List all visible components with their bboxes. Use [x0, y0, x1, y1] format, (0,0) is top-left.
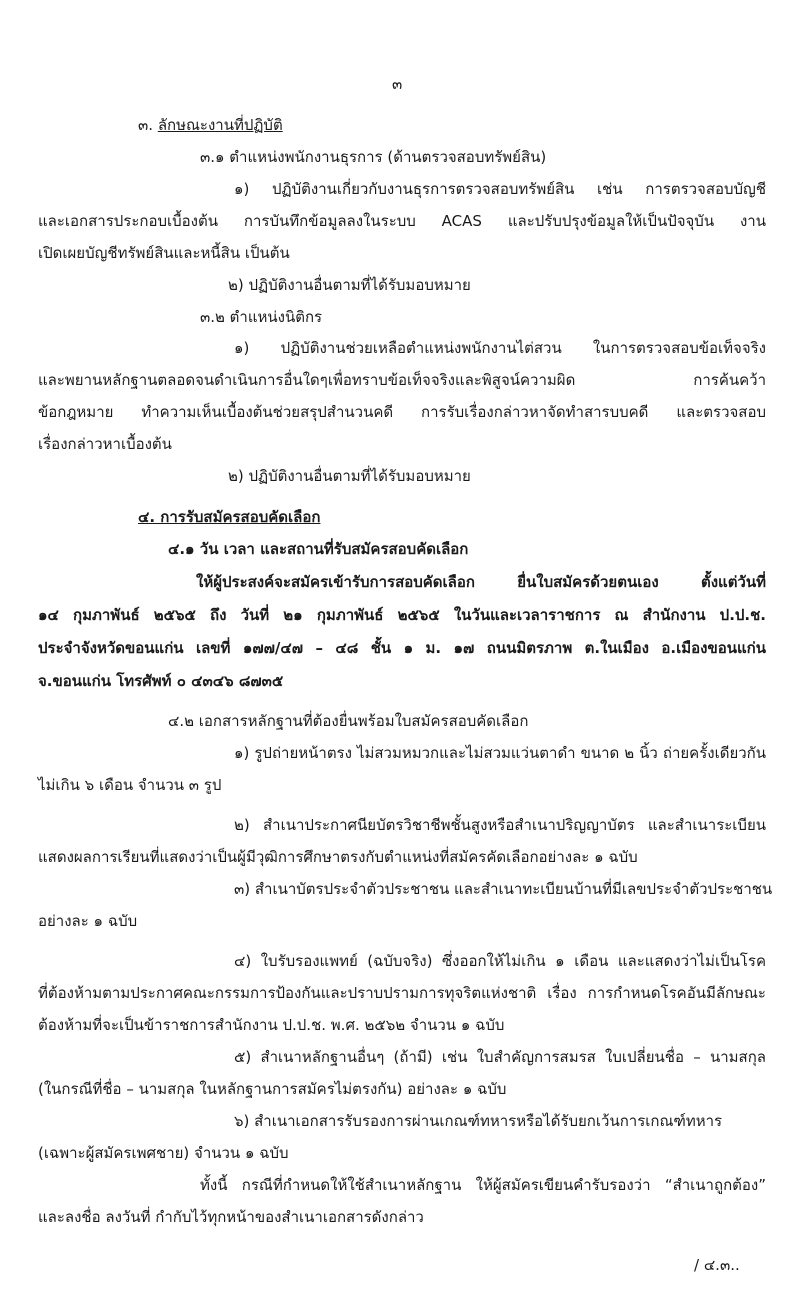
paragraph-line: ให้ผู้ประสงค์จะสมัครเข้ารับการสอบคัดเลือก ยื่นใบสมัครด้วยตนเอง ตั้งแต่วันที่	[196, 573, 766, 591]
paragraph-line: ข้อกฎหมาย ทำความเห็นเบื้องต้นช่วยสรุปสำนวนคดี การรับเรื่องกล่าวหาจัดทำสารบบคดี และตรวจสอบ	[38, 403, 766, 421]
subsection-4-1-title: ๔.๑ วัน เวลา และสถานที่รับสมัครสอบคัดเลือก	[168, 540, 469, 558]
paragraph-line: ที่ต้องห้ามตามประกาศคณะกรรมการป้องกันและปราบปรามการทุจริตแห่งชาติ เรื่อง การกำหนดโรคอันมีลักษณะ	[38, 984, 766, 1002]
list-item: ๒) ปฏิบัติงานอื่นตามที่ได้รับมอบหมาย	[228, 276, 471, 294]
paragraph-line: (เฉพาะผู้สมัครเพศชาย) จำนวน ๑ ฉบับ	[38, 1144, 289, 1162]
paragraph-line: ทั้งนี้ กรณีที่กำหนดให้ใช้สำเนาหลักฐาน ให้ผู้สมัครเขียนคำรับรองว่า “สำเนาถูกต้อง”	[200, 1176, 766, 1194]
paragraph-line: ๑) รูปถ่ายหน้าตรง ไม่สวมหมวกและไม่สวมแว่นตาดำ ขนาด ๒ นิ้ว ถ่ายครั้งเดียวกัน	[234, 744, 766, 762]
paragraph-line: ๔) ใบรับรองแพทย์ (ฉบับจริง) ซึ่งออกให้ไม่เกิน ๑ เดือน และแสดงว่าไม่เป็นโรค	[234, 952, 766, 970]
paragraph-line: ๑๔ กุมภาพันธ์ ๒๕๖๕ ถึง วันที่ ๒๑ กุมภาพันธ์ ๒๕๖๕ ในวันและเวลาราชการ ณ สำนักงาน ป.ป.ช.	[38, 606, 766, 624]
paragraph-line: แสดงผลการเรียนที่แสดงว่าเป็นผู้มีวุฒิการศึกษาตรงกับตำแหน่งที่สมัครคัดเลือกอย่างละ ๑ ฉบับ	[38, 848, 638, 866]
paragraph-line: ไม่เกิน ๖ เดือน จำนวน ๓ รูป	[38, 776, 222, 794]
section-3-title: ลักษณะงานที่ปฏิบัติ	[157, 116, 283, 134]
paragraph-line: เปิดเผยบัญชีทรัพย์สินและหนี้สิน เป็นต้น	[38, 244, 290, 262]
paragraph-line: อย่างละ ๑ ฉบับ	[38, 912, 138, 930]
paragraph-line: ๑) ปฏิบัติงานเกี่ยวกับงานธุรการตรวจสอบทรัพย์สิน เช่น การตรวจสอบบัญชี	[234, 180, 766, 198]
subsection-3-1-title: ๓.๑ ตำแหน่งพนักงานธุรการ (ด้านตรวจสอบทรัพย์สิน)	[200, 148, 547, 166]
section-3-heading	[138, 115, 283, 135]
subsection-3-2-title: ๓.๒ ตำแหน่งนิติกร	[200, 308, 323, 326]
paragraph-line: และพยานหลักฐานตลอดจนดำเนินการอื่นใดๆเพื่อทราบข้อเท็จจริงและพิสูจน์ความผิด การค้นคว้า	[38, 371, 766, 389]
subsection-4-2-title: ๔.๒ เอกสารหลักฐานที่ต้องยื่นพร้อมใบสมัครสอบคัดเลือก	[168, 712, 529, 730]
list-item: ๒) ปฏิบัติงานอื่นตามที่ได้รับมอบหมาย	[228, 467, 471, 485]
page-number: ๓	[392, 75, 403, 93]
paragraph-line: ๑) ปฏิบัติงานช่วยเหลือตำแหน่งพนักงานไต่สวน ในการตรวจสอบข้อเท็จจริง	[234, 339, 766, 357]
paragraph-line: จ.ขอนแก่น โทรศัพท์ ๐ ๔๓๔๖ ๘๗๓๕	[38, 672, 284, 690]
section-3-number: ๓.	[138, 116, 154, 134]
paragraph-line: เรื่องกล่าวหาเบื้องต้น	[38, 435, 172, 453]
paragraph-line: และเอกสารประกอบเบื้องต้น การบันทึกข้อมูลลงในระบบ ACAS และปรับปรุงข้อมูลให้เป็นปัจจุบัน งาน	[38, 212, 766, 230]
paragraph-line: (ในกรณีที่ชื่อ – นามสกุล ในหลักฐานการสมัครไม่ตรงกัน) อย่างละ ๑ ฉบับ	[38, 1080, 507, 1098]
paragraph-line: ต้องห้ามที่จะเป็นข้าราชการสำนักงาน ป.ป.ช. พ.ศ. ๒๕๖๒ จำนวน ๑ ฉบับ	[38, 1016, 505, 1034]
paragraph-line: ๓) สำเนาบัตรประจำตัวประชาชน และสำเนาทะเบียนบ้านที่มีเลขประจำตัวประชาชน	[234, 880, 773, 898]
continuation-marker: / ๔.๓..	[694, 1256, 740, 1274]
paragraph-line: และลงชื่อ ลงวันที่ กำกับไว้ทุกหน้าของสำเนาเอกสารดังกล่าว	[38, 1208, 424, 1226]
paragraph-line: ๒) สำเนาประกาศนียบัตรวิชาชีพชั้นสูงหรือสำเนาปริญญาบัตร และสำเนาระเบียน	[234, 816, 766, 834]
paragraph-line: ๕) สำเนาหลักฐานอื่นๆ (ถ้ามี) เช่น ใบสำคัญการสมรส ใบเปลี่ยนชื่อ – นามสกุล	[234, 1048, 766, 1066]
paragraph-line: ๖) สำเนาเอกสารรับรองการผ่านเกณฑ์ทหารหรือได้รับยกเว้นการเกณฑ์ทหาร	[234, 1112, 723, 1130]
section-4-heading: ๔. การรับสมัครสอบคัดเลือก	[138, 508, 321, 526]
paragraph-line: ประจำจังหวัดขอนแก่น เลขที่ ๑๗๗/๔๗ – ๔๘ ชั้น ๑ ม. ๑๗ ถนนมิตรภาพ ต.ในเมือง อ.เมืองขอนแก่น	[38, 639, 766, 657]
